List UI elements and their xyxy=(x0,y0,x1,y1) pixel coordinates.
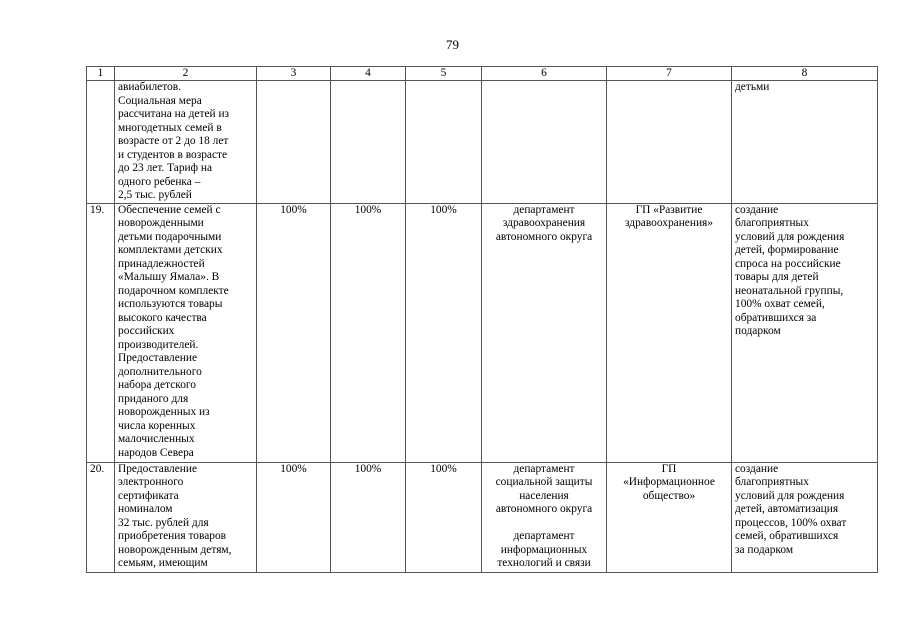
indicator-col5 xyxy=(406,81,482,204)
column-header-3: 3 xyxy=(257,67,331,81)
indicator-col3: 100% xyxy=(257,462,331,572)
indicator-col5: 100% xyxy=(406,462,482,572)
column-header-2: 2 xyxy=(115,67,257,81)
state-program: ГП «Развитие здравоохранения» xyxy=(607,203,732,462)
indicator-col4 xyxy=(331,81,406,204)
expected-result: детьми xyxy=(732,81,878,204)
expected-result: создание благоприятных условий для рождения детей, автоматизация процессов, 100% охват семей, обратившихся за подарком xyxy=(732,462,878,572)
column-header-4: 4 xyxy=(331,67,406,81)
column-header-1: 1 xyxy=(87,67,115,81)
column-header-5: 5 xyxy=(406,67,482,81)
column-header-6: 6 xyxy=(482,67,607,81)
measure-description: авиабилетов. Социальная мера рассчитана на детей из многодетных семей в возрасте от 2 до 18 лет и студентов в возрасте до 23 лет. Тариф на одного ребенка – 2,5 тыс. рублей xyxy=(115,81,257,204)
page-number: 79 xyxy=(446,37,459,52)
table-row xyxy=(87,462,878,572)
state-program xyxy=(607,81,732,204)
responsible-executor xyxy=(482,81,607,204)
indicator-col3: 100% xyxy=(257,203,331,462)
table-row xyxy=(87,203,878,462)
expected-result: создание благоприятных условий для рождения детей, формирование спроса на российские товары для детей неонатальной группы, 100% охват семей, обратившихся за подарком xyxy=(732,203,878,462)
state-program: ГП «Информационное общество» xyxy=(607,462,732,572)
measure-description: Предоставление электронного сертификата номиналом 32 тыс. рублей для приобретения товаров новорожденным детям, семьям, имеющим xyxy=(115,462,257,572)
indicator-col4: 100% xyxy=(331,203,406,462)
row-number: 20. xyxy=(87,462,115,572)
responsible-executor: департамент социальной защиты населения автономного округа департамент информационных технологий и связи xyxy=(482,462,607,572)
measures-table xyxy=(86,66,878,573)
indicator-col3 xyxy=(257,81,331,204)
responsible-executor: департамент здравоохранения автономного округа xyxy=(482,203,607,462)
measure-description: Обеспечение семей с новорожденными детьми подарочными комплектами детских принадлежностей «Малышу Ямала». В подарочном комплекте используются товары высокого качества российских производителей. Предоставление дополнительного набора детского приданого для новорожденных из числа коренных малочисленных народов Севера xyxy=(115,203,257,462)
row-number: 19. xyxy=(87,203,115,462)
table-row xyxy=(87,81,878,204)
column-header-8: 8 xyxy=(732,67,878,81)
column-number-row xyxy=(87,67,878,81)
row-number xyxy=(87,81,115,204)
indicator-col4: 100% xyxy=(331,462,406,572)
column-header-7: 7 xyxy=(607,67,732,81)
indicator-col5: 100% xyxy=(406,203,482,462)
